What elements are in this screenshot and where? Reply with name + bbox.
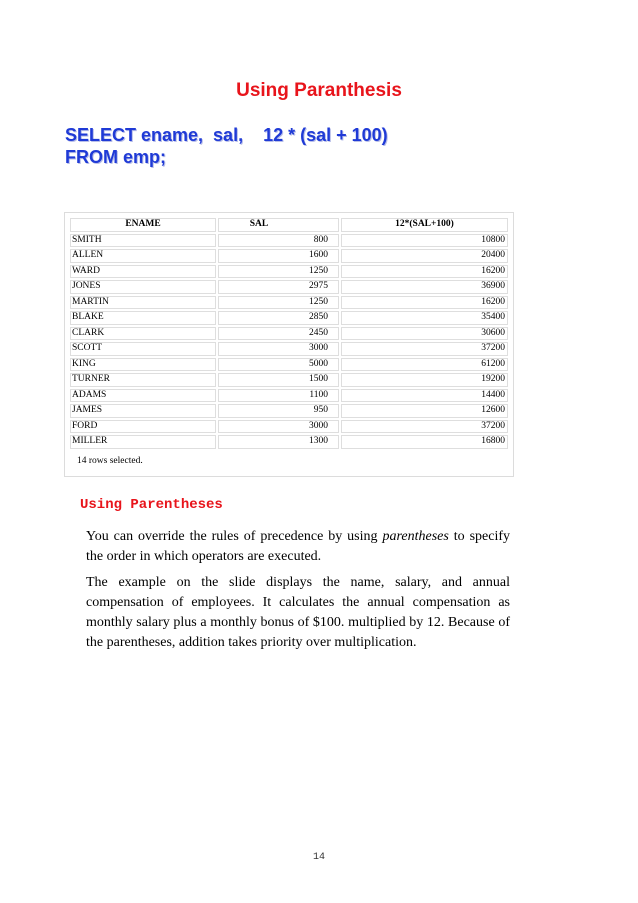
paragraph-precedence bbox=[86, 527, 510, 567]
sql-line-select: SELECT ename, sal, 12 * (sal + 100) bbox=[65, 125, 388, 145]
cell-sal: 1300 bbox=[218, 435, 339, 449]
cell-sal: 3000 bbox=[218, 420, 339, 434]
table-row bbox=[70, 234, 508, 248]
table-row bbox=[70, 373, 508, 387]
result-body bbox=[70, 234, 508, 449]
cell-sal: 1250 bbox=[218, 265, 339, 279]
cell-ename: BLAKE bbox=[70, 311, 216, 325]
column-header-annual: 12*(SAL+100) bbox=[341, 218, 508, 232]
cell-annual: 36900 bbox=[341, 280, 508, 294]
cell-sal: 2850 bbox=[218, 311, 339, 325]
result-table bbox=[68, 216, 510, 451]
table-row bbox=[70, 420, 508, 434]
cell-annual: 30600 bbox=[341, 327, 508, 341]
cell-sal: 1250 bbox=[218, 296, 339, 310]
cell-ename: ALLEN bbox=[70, 249, 216, 263]
table-row bbox=[70, 327, 508, 341]
page-number: 14 bbox=[312, 852, 325, 863]
cell-annual: 12600 bbox=[341, 404, 508, 418]
cell-ename: SCOTT bbox=[70, 342, 216, 356]
column-header-sal: SAL bbox=[218, 218, 339, 232]
query-result bbox=[64, 212, 514, 477]
table-row bbox=[70, 249, 508, 263]
section-heading: Using Parentheses bbox=[80, 497, 223, 513]
paragraph-text: to specify the order in which operators are executed. bbox=[86, 529, 510, 564]
table-row bbox=[70, 280, 508, 294]
cell-sal: 1600 bbox=[218, 249, 339, 263]
rows-selected-footer: 14 rows selected. bbox=[77, 456, 143, 466]
cell-sal: 2975 bbox=[218, 280, 339, 294]
cell-ename: JAMES bbox=[70, 404, 216, 418]
cell-sal: 800 bbox=[218, 234, 339, 248]
cell-annual: 16200 bbox=[341, 265, 508, 279]
cell-ename: WARD bbox=[70, 265, 216, 279]
cell-sal: 2450 bbox=[218, 327, 339, 341]
cell-ename: MILLER bbox=[70, 435, 216, 449]
cell-annual: 10800 bbox=[341, 234, 508, 248]
cell-annual: 37200 bbox=[341, 420, 508, 434]
cell-ename: JONES bbox=[70, 280, 216, 294]
paragraph-text: You can override the rules of precedence by using bbox=[86, 529, 383, 544]
cell-sal: 5000 bbox=[218, 358, 339, 372]
sql-line-from: FROM emp; bbox=[65, 147, 166, 167]
cell-annual: 35400 bbox=[341, 311, 508, 325]
emphasis-text: parentheses bbox=[382, 529, 449, 544]
paragraph-example: The example on the slide displays the name, salary, and annual compensation of employees. It calculates the annual compensation as monthly salary plus a monthly bonus of $100. multiplied by 12. Because of the parentheses, addition takes priority over multiplication. bbox=[86, 575, 510, 650]
slide-title: Using Paranthesis bbox=[236, 80, 402, 101]
cell-ename: FORD bbox=[70, 420, 216, 434]
table-row bbox=[70, 389, 508, 403]
table-row bbox=[70, 296, 508, 310]
cell-ename: TURNER bbox=[70, 373, 216, 387]
table-row bbox=[70, 342, 508, 356]
sql-statement bbox=[65, 124, 388, 168]
cell-annual: 20400 bbox=[341, 249, 508, 263]
cell-annual: 19200 bbox=[341, 373, 508, 387]
cell-annual: 37200 bbox=[341, 342, 508, 356]
column-header-ename: ENAME bbox=[70, 218, 216, 232]
table-row bbox=[70, 358, 508, 372]
cell-ename: CLARK bbox=[70, 327, 216, 341]
cell-annual: 16200 bbox=[341, 296, 508, 310]
table-row bbox=[70, 311, 508, 325]
cell-sal: 1500 bbox=[218, 373, 339, 387]
cell-sal: 3000 bbox=[218, 342, 339, 356]
cell-ename: KING bbox=[70, 358, 216, 372]
table-row bbox=[70, 435, 508, 449]
table-row bbox=[70, 265, 508, 279]
cell-ename: MARTIN bbox=[70, 296, 216, 310]
cell-annual: 14400 bbox=[341, 389, 508, 403]
cell-sal: 1100 bbox=[218, 389, 339, 403]
cell-annual: 61200 bbox=[341, 358, 508, 372]
cell-ename: ADAMS bbox=[70, 389, 216, 403]
cell-sal: 950 bbox=[218, 404, 339, 418]
cell-ename: SMITH bbox=[70, 234, 216, 248]
table-row bbox=[70, 404, 508, 418]
table-header-row bbox=[70, 218, 508, 232]
cell-annual: 16800 bbox=[341, 435, 508, 449]
